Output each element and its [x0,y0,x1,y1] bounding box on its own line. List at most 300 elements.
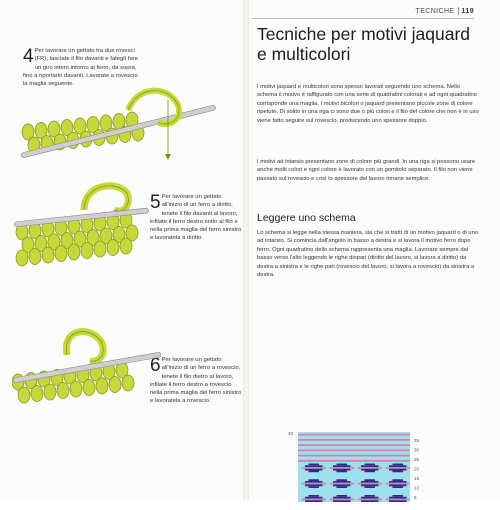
chart-cell [340,439,344,441]
chart-cell [400,495,404,497]
chart-cell [389,483,393,485]
section-subheading: Leggere uno schema [257,212,356,224]
chart-cell [312,485,316,487]
chart-cell [330,450,334,452]
chart-cell [389,439,393,441]
chart-cell [365,483,369,485]
chart-cell [379,439,383,441]
chart-cell [309,495,313,497]
chart-cell [368,485,372,487]
chart-cell [309,450,313,452]
chart-cell [361,434,365,436]
chart-cell [298,455,302,457]
chart-cell [396,444,400,446]
chart-cell [330,455,334,457]
chart-cell [361,460,365,462]
stitch-loop [107,240,119,256]
chart-cell [382,455,386,457]
chart-cell [365,471,369,473]
chart-cell [344,434,348,436]
chart-cell [386,455,390,457]
chart-cell [389,467,393,469]
chart-cell [375,444,379,446]
step-text: Per lavorare un gettato all'inizio di un ferro a rovescio, tenete il filo dietro al lavoro, infilate il ferro destro a rovescio nella prima maglia del ferro sinistro e lavoratela a rovescio. [150,357,242,405]
chart-cell [365,500,369,502]
chart-cell [330,434,334,436]
chart-cell [333,465,337,467]
chart-cell [309,460,313,462]
chart-cell [316,481,320,483]
chart-cell [312,495,316,497]
stitch-loop [44,384,56,400]
chart-cell [344,444,348,446]
yarn-loop [66,332,103,362]
chart-cell [386,444,390,446]
chart-row-label: 20 [414,466,420,472]
chart-cell [319,497,323,499]
chart-cell [340,483,344,485]
chart-cell [326,439,330,441]
chart-cell [386,483,390,485]
stitch-loop [68,244,80,260]
chart-cell [393,497,397,499]
chart-cell [319,465,323,467]
chart-cell [358,434,362,436]
chart-cell [361,485,365,487]
chart-cell [312,465,316,467]
chart-cell [396,486,400,488]
chart-cell [312,471,316,473]
chart-cell [347,485,351,487]
chart-cell [372,497,376,499]
chart-cell [368,500,372,502]
chart-cell [393,434,397,436]
chart-cell [403,483,407,485]
chart-cell [337,483,341,485]
chart-cell [389,434,393,436]
chart-cell [340,495,344,497]
chart-cell [347,439,351,441]
chart-cell [347,500,351,502]
chart-cell [312,500,316,502]
chart-cell [379,460,383,462]
chart-cell [400,485,404,487]
chart-cell [340,465,344,467]
chart-cell [400,444,404,446]
chart-cell [298,460,302,462]
chart-cell [358,444,362,446]
chart-cell [361,483,365,485]
chart-cell [368,471,372,473]
chart-cell [379,467,383,469]
stitch-loop [109,377,121,393]
chart-cell [396,471,400,473]
stitch-loop [83,380,95,396]
chart-cell [309,485,313,487]
chart-cell [333,483,337,485]
chart-cell [393,467,397,469]
chart-cell [344,500,348,502]
chart-cell [400,467,404,469]
chart-cell [393,465,397,467]
chart-cell [375,465,379,467]
chart-cell [337,485,341,487]
chart-cell [358,483,362,485]
chart-cell [316,464,320,466]
chart-cell [302,467,306,469]
chart-cell [372,479,376,481]
chart-cell [319,460,323,462]
chart-cell [375,450,379,452]
chart-cell [365,464,369,466]
chart-cell [403,497,407,499]
chart-cell [368,495,372,497]
chart-cell [361,444,365,446]
chart-cell [312,486,316,488]
chart-cell [379,434,383,436]
chart-cell [396,481,400,483]
chart-cell [407,467,411,469]
chart-cell [393,485,397,487]
chart-cell [316,485,320,487]
chart-cell [305,465,309,467]
chart-cell [393,460,397,462]
chart-cell [326,444,330,446]
chart-cell [396,450,400,452]
chart-cell [316,495,320,497]
chart-cell [354,455,358,457]
chart-cell [393,471,397,473]
chart-cell [305,450,309,452]
chart-cell [340,471,344,473]
chart-cell [337,464,341,466]
chart-cell [386,434,390,436]
chart-cell [309,486,313,488]
chart-cell [347,467,351,469]
chart-cell [393,450,397,452]
chart-cell [337,471,341,473]
chart-cell [400,460,404,462]
chart-cell [389,500,393,502]
illustration-step-4 [18,80,218,180]
chart-cell [393,439,397,441]
chart-cell [365,469,369,471]
chart-cell [312,439,316,441]
chart-cell [309,483,313,485]
chart-cell [344,486,348,488]
chart-cell [305,434,309,436]
chart-cell [326,434,330,436]
chart-cell [347,434,351,436]
chart-cell [396,495,400,497]
chart-cell [368,467,372,469]
chart-cell [340,450,344,452]
header-rule [252,18,474,19]
chart-cell [347,444,351,446]
chart-cell [368,464,372,466]
chart-cell [340,467,344,469]
step-text: Per lavorare un gettato tra due rovesci (FR), lasciate il filo davanti e fateglì fare un giro intero intorno al ferro, da sopra, fino a riportarlo davanti. Lavorate a rovescio la maglia seguente. [23,48,139,88]
chart-cell [305,455,309,457]
chart-cell [340,460,344,462]
chart-cell [396,479,400,481]
chart-cell [312,467,316,469]
chart-cell [358,450,362,452]
chart-cell [361,497,365,499]
chart-cell [344,479,348,481]
page-number: 119 [461,7,474,15]
chart-cell [305,439,309,441]
chart-cell [337,450,341,452]
chart-cell [368,439,372,441]
chart-cell [312,450,316,452]
chart-cell [372,471,376,473]
chart-cell [372,444,376,446]
chart-cell [302,434,306,436]
chart-cell [344,481,348,483]
chart-cell [316,471,320,473]
chart-cell [375,497,379,499]
chart-cell [337,497,341,499]
illustration-step-6 [12,325,162,435]
chart-cell [333,497,337,499]
chart-cell [372,485,376,487]
chart-cell [330,439,334,441]
chart-cell [403,465,407,467]
chart-cell [302,444,306,446]
chart-cell [305,481,309,483]
chart-cell [333,455,337,457]
chart-cell [351,450,355,452]
chart-cell [312,481,316,483]
chart-cell [309,464,313,466]
chart-cell [333,450,337,452]
chart-cell [333,485,337,487]
chart-cell [403,439,407,441]
chart-cell [389,460,393,462]
chart-cell [302,460,306,462]
chart-cell [340,500,344,502]
chart-row-label: 30 [414,447,420,453]
chart-cell [347,465,351,467]
chart-cell [365,455,369,457]
chart-cell [340,497,344,499]
chart-cell [375,483,379,485]
chart-cell [323,483,327,485]
chart-cell [340,481,344,483]
chart-cell [354,434,358,436]
chart-cell [344,469,348,471]
chart-cell [323,434,327,436]
chart-cell [319,439,323,441]
chart-cell [379,444,383,446]
chart-cell [372,434,376,436]
chart-cell [347,469,351,471]
chart-cell [333,460,337,462]
chart-cell [354,439,358,441]
chart-cell [407,434,411,436]
chart-cell [375,469,379,471]
chart-cell [354,444,358,446]
chart-cell [316,483,320,485]
chart-cell [316,444,320,446]
chart-cell [372,481,376,483]
chart-cell [309,434,313,436]
chart-cell [379,450,383,452]
chart-cell [393,479,397,481]
chart-cell [347,481,351,483]
chart-cell [316,469,320,471]
chart-cell [372,465,376,467]
chart-cell [368,469,372,471]
chart-cell [344,495,348,497]
chart-cell [316,460,320,462]
chart-cell [386,460,390,462]
chart-cell [337,444,341,446]
chart-cell [326,455,330,457]
chart-cell [309,471,313,473]
chart-cell [340,464,344,466]
chart-cell [396,460,400,462]
chart-cell [403,434,407,436]
chart-cell [358,439,362,441]
chart-cell [375,460,379,462]
chart-cell [351,434,355,436]
chart-cell [396,465,400,467]
chart-cell [389,497,393,499]
chart-cell [365,495,369,497]
chart-cell [347,450,351,452]
chart-cell [330,483,334,485]
chart-cell [302,483,306,485]
chart-cell [400,483,404,485]
chart-cell [354,450,358,452]
chart-cell [361,450,365,452]
chart-cell [389,481,393,483]
chart-cell [326,460,330,462]
chart-cell [365,497,369,499]
chart-cell [340,455,344,457]
yarn-loop [84,186,128,211]
chart-cell [372,455,376,457]
chart-cell [372,460,376,462]
chart-cell [319,467,323,469]
chart-cell [372,500,376,502]
chart-cell [316,479,320,481]
chart-cell [365,467,369,469]
chart-cell [337,455,341,457]
chart-cell [351,467,355,469]
chart-cell [323,450,327,452]
chart-cell [368,486,372,488]
chart-cell [365,434,369,436]
chart-cell [319,450,323,452]
chart-cell [389,455,393,457]
chart-cell [351,483,355,485]
chart-cell [309,500,313,502]
stitch-loop [70,381,82,397]
chart-cell [403,469,407,471]
step-text: Per lavorare un gettato all'inizio di un ferro a diritto, tenete il filo davanti al lavoro, infilate il ferro destro sotto al filo e nella prima maglia del ferro sinistro e lavoratela a diritto. [150,194,242,242]
chart-cell [386,467,390,469]
chart-cell [316,500,320,502]
chart-cell [330,460,334,462]
stitch-loop [18,387,30,403]
page-gutter [243,0,249,500]
chart-cell [400,479,404,481]
chart-cell [389,469,393,471]
illustration-step-5 [14,180,149,300]
chart-cell [400,500,404,502]
chart-cell [312,479,316,481]
chart-cell [337,467,341,469]
chart-cell [400,481,404,483]
chart-cell [382,450,386,452]
chart-cell [365,486,369,488]
chart-cell [319,483,323,485]
chart-cell [358,467,362,469]
chart-cell [319,444,323,446]
step-6 [150,356,242,406]
chart-cell [400,469,404,471]
chart-row-label: 5 [414,495,417,500]
chart-cell [372,495,376,497]
chart-cell [393,455,397,457]
chart-cell [361,481,365,483]
chart-cell [393,500,397,502]
chart-cell [375,485,379,487]
chart-cell [396,497,400,499]
chart-cell [323,444,327,446]
chart-cell [312,483,316,485]
chart-cell [337,479,341,481]
chart-row-label: 35 [414,438,420,443]
chart-cell [309,465,313,467]
chart-cell [361,439,365,441]
chart-cell [396,469,400,471]
chart-cell [361,500,365,502]
chart-cell [375,455,379,457]
chart-cell [351,455,355,457]
chart-cell [312,464,316,466]
chart-cell [347,497,351,499]
chart-cell [400,455,404,457]
chart-cell [298,434,302,436]
chart-cell [403,481,407,483]
chart-cell [400,439,404,441]
chart-cell [312,469,316,471]
chart-cell [368,481,372,483]
chart-cell [312,497,316,499]
chart-cell [365,485,369,487]
chart-cell [407,444,411,446]
chart-cell [403,455,407,457]
chart-cell [337,486,341,488]
chart-cell [305,460,309,462]
chart-cell [340,469,344,471]
chart-cell [372,486,376,488]
chart-cell [333,481,337,483]
chart-cell [393,486,397,488]
chart-cell [319,485,323,487]
chart-cell [372,450,376,452]
chart-cell [309,439,313,441]
chart-cell [316,450,320,452]
chart-cell [305,467,309,469]
chart-cell [344,485,348,487]
chart-cell [302,450,306,452]
chart-cell [361,467,365,469]
